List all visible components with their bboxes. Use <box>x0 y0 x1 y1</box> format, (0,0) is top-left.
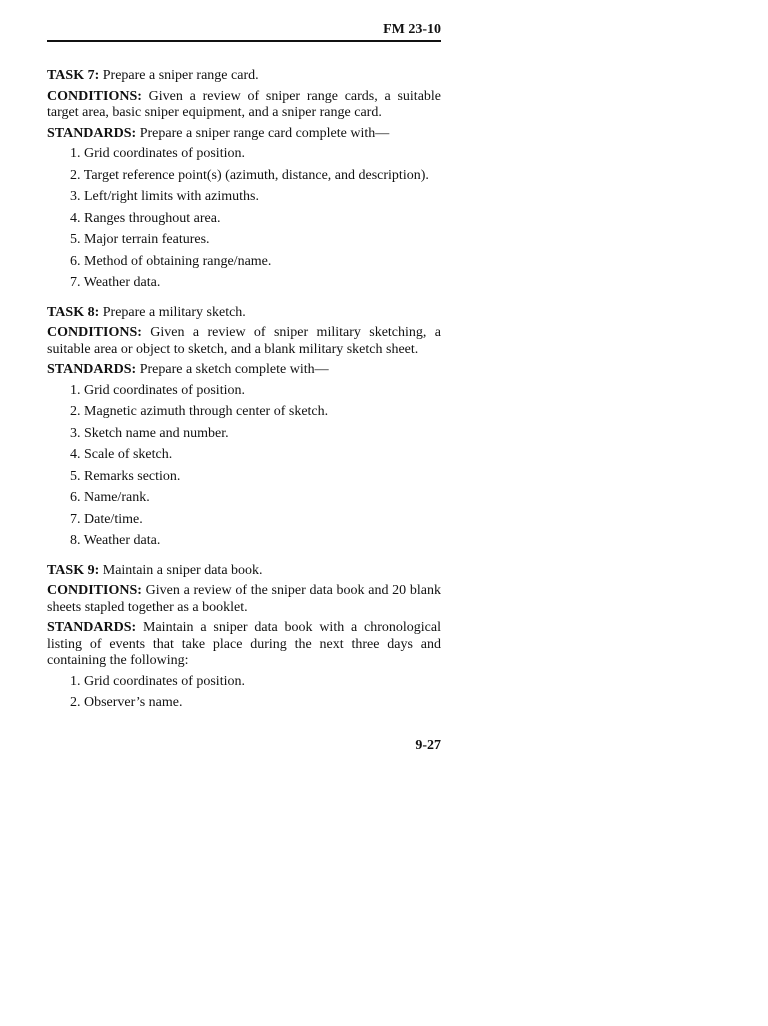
task-label: TASK 8: <box>47 304 100 320</box>
task-title <box>47 563 441 580</box>
task-section <box>47 305 441 550</box>
list-item: 6. Method of obtaining range/name. <box>70 253 272 269</box>
conditions-label: CONDITIONS: <box>47 88 142 104</box>
list-item: 6. Name/rank. <box>70 490 150 505</box>
standards-text: Maintain a sniper data book with a chronological listing of events that take place during the next three days and containing the following: <box>47 620 442 668</box>
task-label: TASK 9: <box>47 562 100 578</box>
conditions-label: CONDITIONS: <box>47 583 142 598</box>
list-item: 5. Major terrain features. <box>70 232 210 247</box>
conditions-paragraph <box>47 583 441 616</box>
task-text: Prepare a military sketch. <box>102 304 246 320</box>
list-item: 2. Observer’s name. <box>70 695 183 710</box>
list-item: 5. Remarks section. <box>70 468 181 484</box>
page-header <box>47 20 441 42</box>
list-item: 1. Grid coordinates of position. <box>70 146 245 161</box>
standards-text: Prepare a sniper range card complete with— <box>139 125 390 141</box>
conditions-text: Given a review of sniper military sketching, a suitable area or object to sketch, and a blank military sketch sheet. <box>47 325 441 357</box>
conditions-text: Given a review of the sniper data book and 20 blank sheets stapled together as a booklet. <box>47 583 442 615</box>
conditions-paragraph <box>47 89 441 122</box>
list-item: 4. Ranges throughout area. <box>70 210 221 226</box>
task-title <box>47 68 441 85</box>
standards-text: Prepare a sketch complete with— <box>139 362 329 377</box>
standards-list <box>47 383 441 550</box>
document-id: FM 23-10 <box>383 22 441 37</box>
standards-paragraph <box>47 620 441 670</box>
document-page <box>47 20 442 753</box>
list-item: 3. Sketch name and number. <box>70 425 229 441</box>
task-label: TASK 7: <box>47 68 100 83</box>
standards-paragraph <box>47 362 441 379</box>
list-item: 2. Target reference point(s) (azimuth, distance, and description). <box>70 167 429 183</box>
list-item: 1. Grid coordinates of position. <box>70 673 245 689</box>
standards-label: STANDARDS: <box>47 125 137 141</box>
conditions-text: Given a review of sniper range cards, a suitable target area, basic sniper equipment, and a sniper range card. <box>47 88 442 120</box>
list-item: 7. Date/time. <box>70 511 143 527</box>
page-content <box>47 68 441 712</box>
list-item: 8. Weather data. <box>70 533 161 548</box>
standards-paragraph <box>47 126 441 143</box>
list-item: 7. Weather data. <box>70 275 161 290</box>
standards-list <box>47 674 441 712</box>
task-text: Maintain a sniper data book. <box>102 562 263 578</box>
list-item: 1. Grid coordinates of position. <box>70 382 245 398</box>
conditions-label: CONDITIONS: <box>47 325 142 340</box>
task-section <box>47 68 441 292</box>
task-section <box>47 563 441 712</box>
task-text: Prepare a sniper range card. <box>102 68 259 83</box>
list-item: 4. Scale of sketch. <box>70 447 173 462</box>
page-number: 9-27 <box>415 738 441 753</box>
standards-label: STANDARDS: <box>47 620 137 635</box>
standards-list <box>47 146 441 292</box>
list-item: 2. Magnetic azimuth through center of sketch. <box>70 404 329 419</box>
standards-label: STANDARDS: <box>47 362 137 377</box>
list-item: 3. Left/right limits with azimuths. <box>70 189 259 204</box>
conditions-paragraph <box>47 325 441 358</box>
task-title <box>47 305 441 322</box>
